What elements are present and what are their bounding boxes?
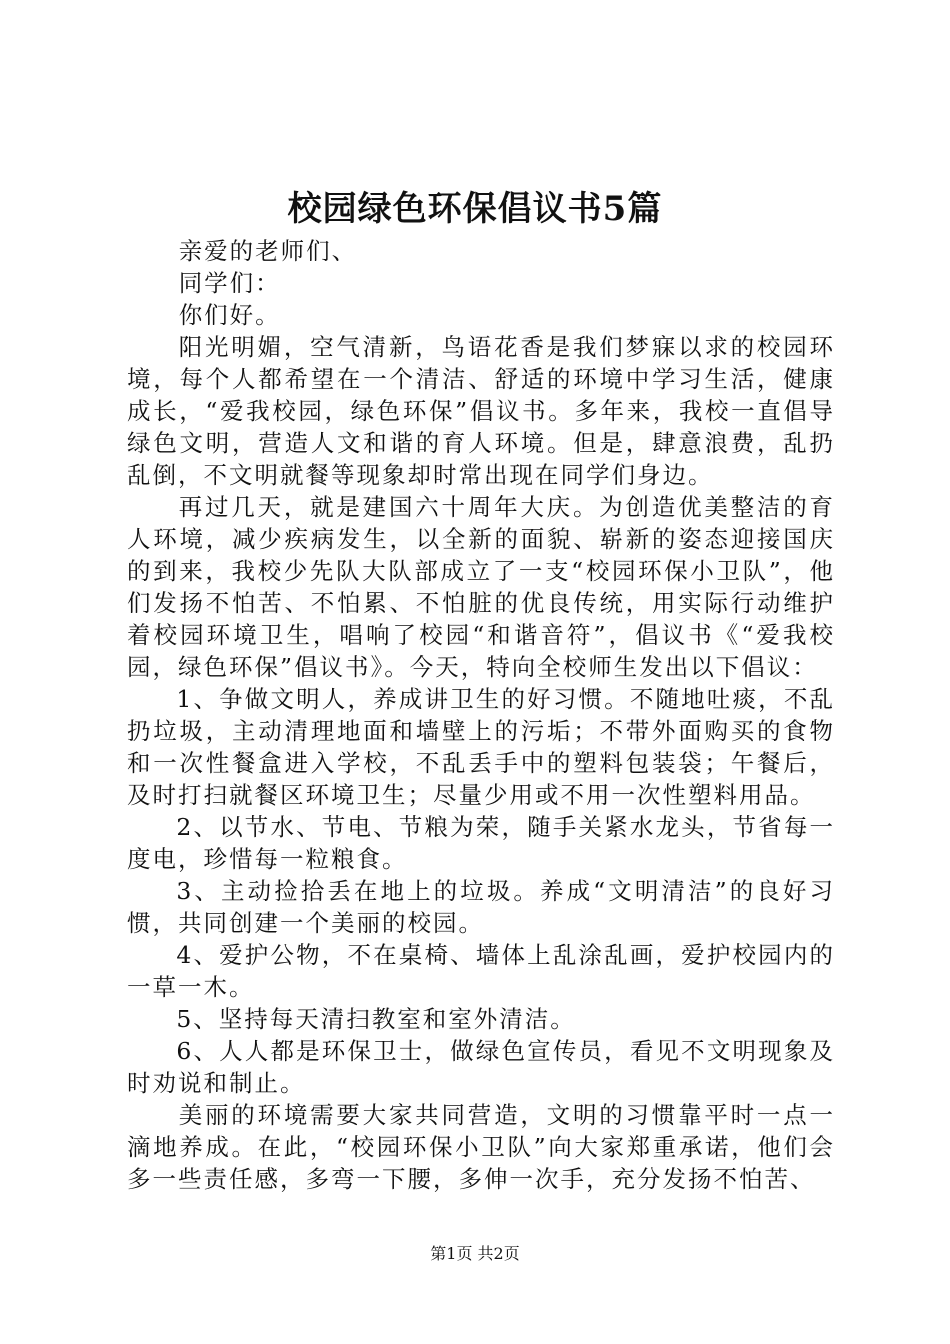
- proposal-item: 6、人人都是环保卫士，做绿色宣传员，看见不文明现象及时劝说和制止。: [127, 1037, 835, 1097]
- greeting-line: 你们好。: [178, 301, 281, 329]
- proposal-item: 1、争做文明人，养成讲卫生的好习惯。不随地吐痰，不乱扔垃圾，主动清理地面和墙壁上的污垢；不带外面购买的食物和一次性餐盒进入学校，不乱丢手中的塑料包装袋；午餐后，及时打扫就餐区环境卫生；尽量少用或不用一次性塑料用品。: [127, 685, 835, 809]
- proposal-item: 2、以节水、节电、节粮为荣，随手关紧水龙头，节省每一度电，珍惜每一粒粮食。: [127, 813, 835, 873]
- document-title: 校园绿色环保倡议书5篇: [287, 189, 663, 229]
- paragraph: 再过几天，就是建国六十周年大庆。为创造优美整洁的育人环境，减少疾病发生，以全新的面貌、崭新的姿态迎接国庆的到来，我校少先队大队部成立了一支“校园环保小卫队”，他们发扬不怕苦、不怕累、不怕脏的优良传统，用实际行动维护着校园环境卫生，唱响了校园“和谐音符”，倡议书《“爱我校园，绿色环保”倡议书》。今天，特向全校师生发出以下倡议：: [127, 493, 835, 681]
- salutation-line: 亲爱的老师们、: [178, 237, 358, 265]
- document-body: [127, 235, 835, 1195]
- salutation-line: 同学们：: [178, 269, 281, 297]
- paragraph: 阳光明媚，空气清新，鸟语花香是我们梦寐以求的校园环境，每个人都希望在一个清洁、舒适的环境中学习生活，健康成长，“爱我校园，绿色环保”倡议书。多年来，我校一直倡导绿色文明，营造人文和谐的育人环境。但是，肆意浪费，乱扔乱倒，不文明就餐等现象却时常出现在同学们身边。: [127, 333, 835, 489]
- proposal-item: 3、主动捡拾丢在地上的垃圾。养成“文明清洁”的良好习惯，共同创建一个美丽的校园。: [127, 877, 835, 937]
- proposal-item: 4、爱护公物，不在桌椅、墙体上乱涂乱画，爱护校园内的一草一木。: [127, 941, 835, 1001]
- closing-paragraph: 美丽的环境需要大家共同营造，文明的习惯靠平时一点一滴地养成。在此，“校园环保小卫队”向大家郑重承诺，他们会多一些责任感，多弯一下腰，多伸一次手，充分发扬不怕苦、: [127, 1101, 835, 1193]
- proposal-item: 5、坚持每天清扫教室和室外清洁。: [176, 1005, 576, 1033]
- page-footer: 第1页 共2页: [430, 1244, 520, 1263]
